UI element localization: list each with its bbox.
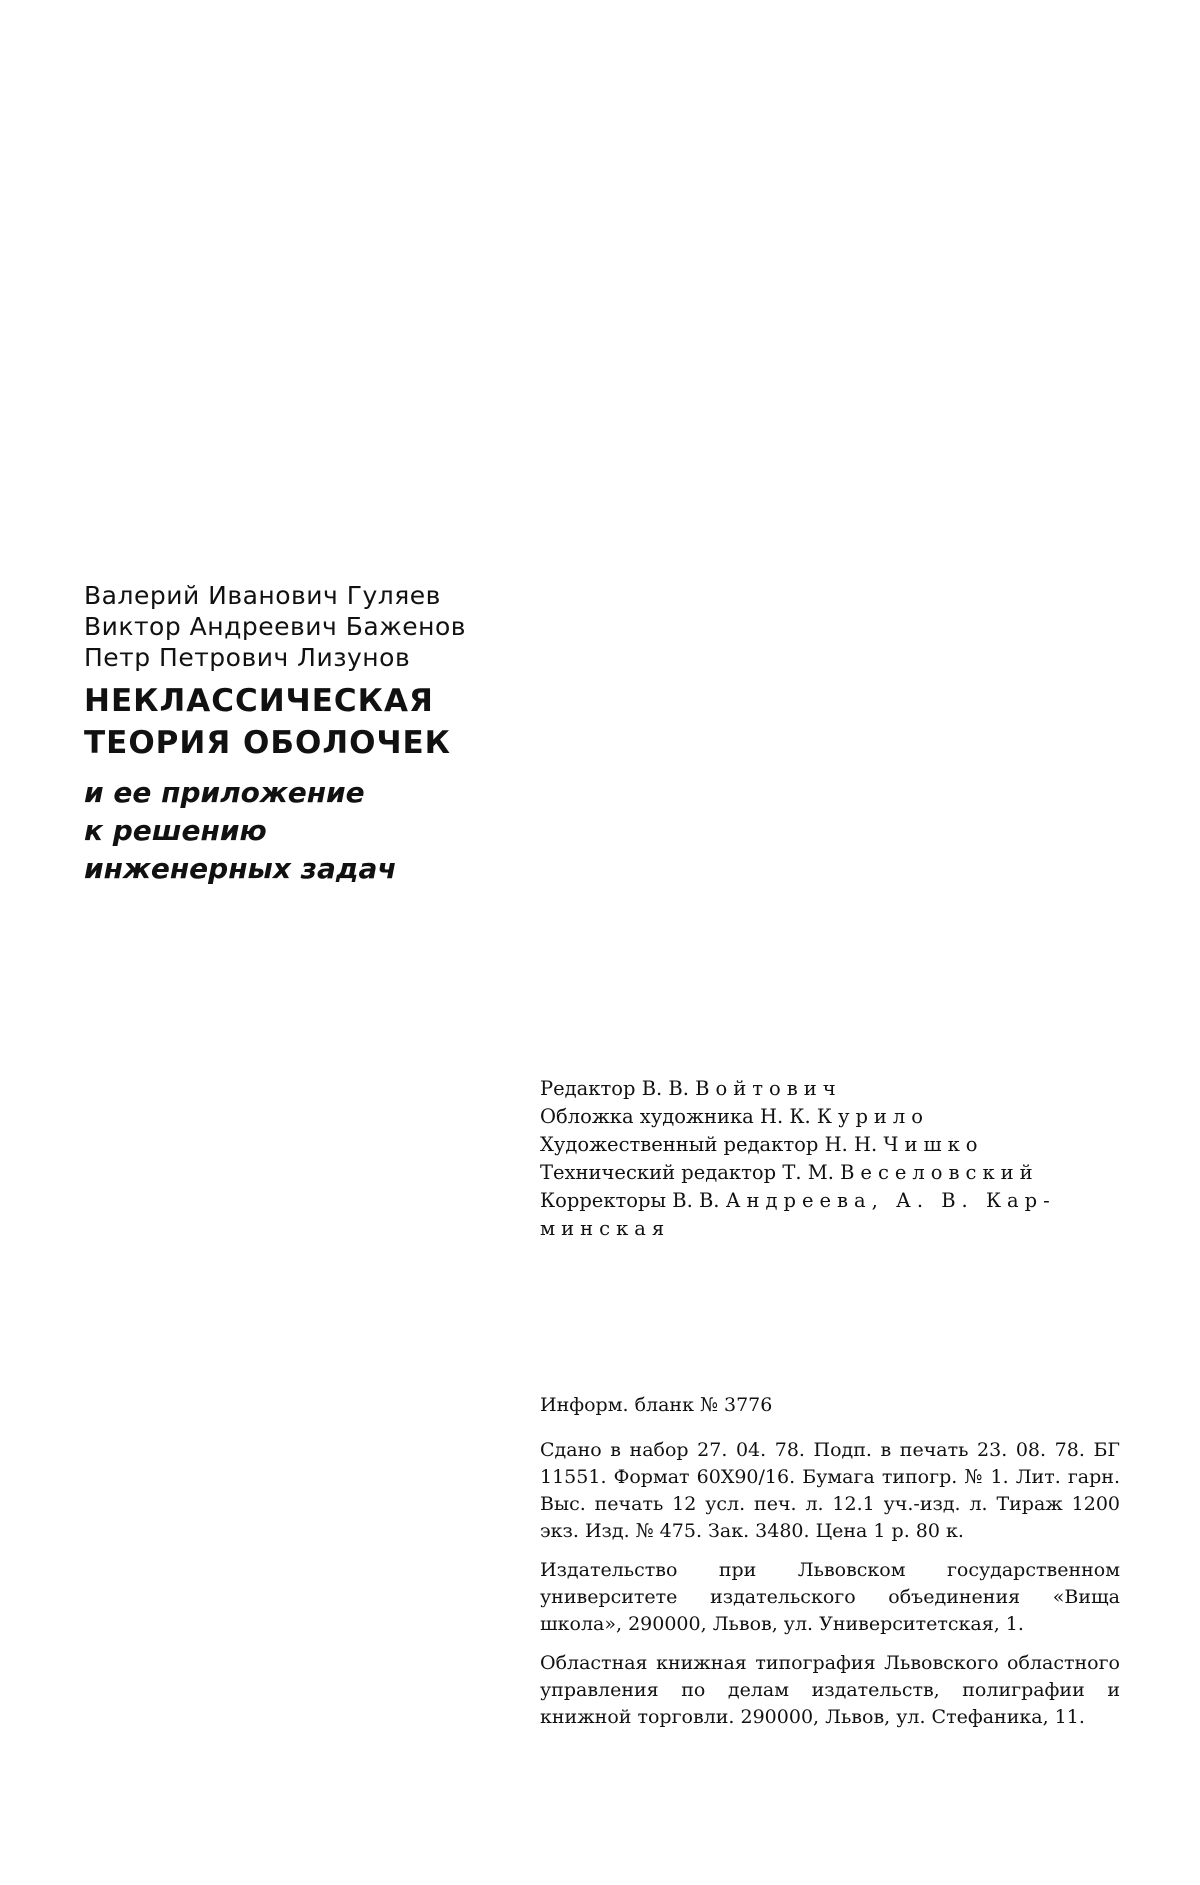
book-title-line: НЕКЛАССИЧЕСКАЯ <box>84 683 434 719</box>
credit-person: Чишко <box>883 1133 984 1156</box>
credit-label: Художественный редактор Н. Н. <box>540 1133 878 1156</box>
credit-person: Андреева, А. В. Кар- <box>725 1189 1056 1212</box>
credit-label: Корректоры В. В. <box>540 1189 720 1212</box>
credit-person: Веселовский <box>840 1161 1039 1184</box>
author-name: Виктор Андреевич Баженов <box>84 612 466 641</box>
book-title <box>84 680 451 764</box>
credits-block <box>540 1075 1115 1243</box>
credit-person: минская <box>540 1217 671 1240</box>
info-form-number: Информ. бланк № 3776 <box>540 1394 773 1416</box>
author-name: Петр Петрович Лизунов <box>84 643 411 672</box>
book-title-block <box>84 680 451 888</box>
credit-correctors <box>540 1187 1115 1215</box>
credit-tech-editor <box>540 1159 1115 1187</box>
credit-person: Курило <box>816 1105 930 1128</box>
print-details-paragraph: Сдано в набор 27. 04. 78. Подп. в печать 23. 08. 78. БГ 11551. Формат 60Х90/16. Бумага типогр. № 1. Лит. гарн. Выс. печать 12 усл. печ. л. 12.1 уч.-изд. л. Тираж 1200 экз. Изд. № 475. Зак. 3480. Цена 1 р. 80 к. <box>540 1439 1120 1542</box>
credit-person: Войтович <box>695 1077 842 1100</box>
credit-label: Обложка художника Н. К. <box>540 1105 811 1128</box>
credit-editor <box>540 1075 1115 1103</box>
printing-house-paragraph: Областная книжная типография Львовского областного управления по делам издательств, полиграфии и книжной торговли. 290000, Львов, ул. Стефаника, 11. <box>540 1652 1120 1728</box>
credit-label: Редактор В. В. <box>540 1077 689 1100</box>
publisher-paragraph: Издательство при Львовском государственном университете издательского объединения «Вища школа», 290000, Львов, ул. Университетская, 1. <box>540 1559 1120 1635</box>
book-subtitle <box>84 774 451 888</box>
credit-cover-artist <box>540 1103 1115 1131</box>
book-subtitle-line: к решению <box>84 814 267 847</box>
credit-art-editor <box>540 1131 1115 1159</box>
credit-label: Технический редактор Т. М. <box>540 1161 834 1184</box>
publication-info <box>540 1392 1120 1743</box>
authors-list <box>84 580 466 673</box>
author-name: Валерий Иванович Гуляев <box>84 581 441 610</box>
book-subtitle-line: и ее приложение <box>84 776 365 809</box>
book-title-line: ТЕОРИЯ ОБОЛОЧЕК <box>84 725 452 761</box>
book-subtitle-line: инженерных задач <box>84 852 397 885</box>
